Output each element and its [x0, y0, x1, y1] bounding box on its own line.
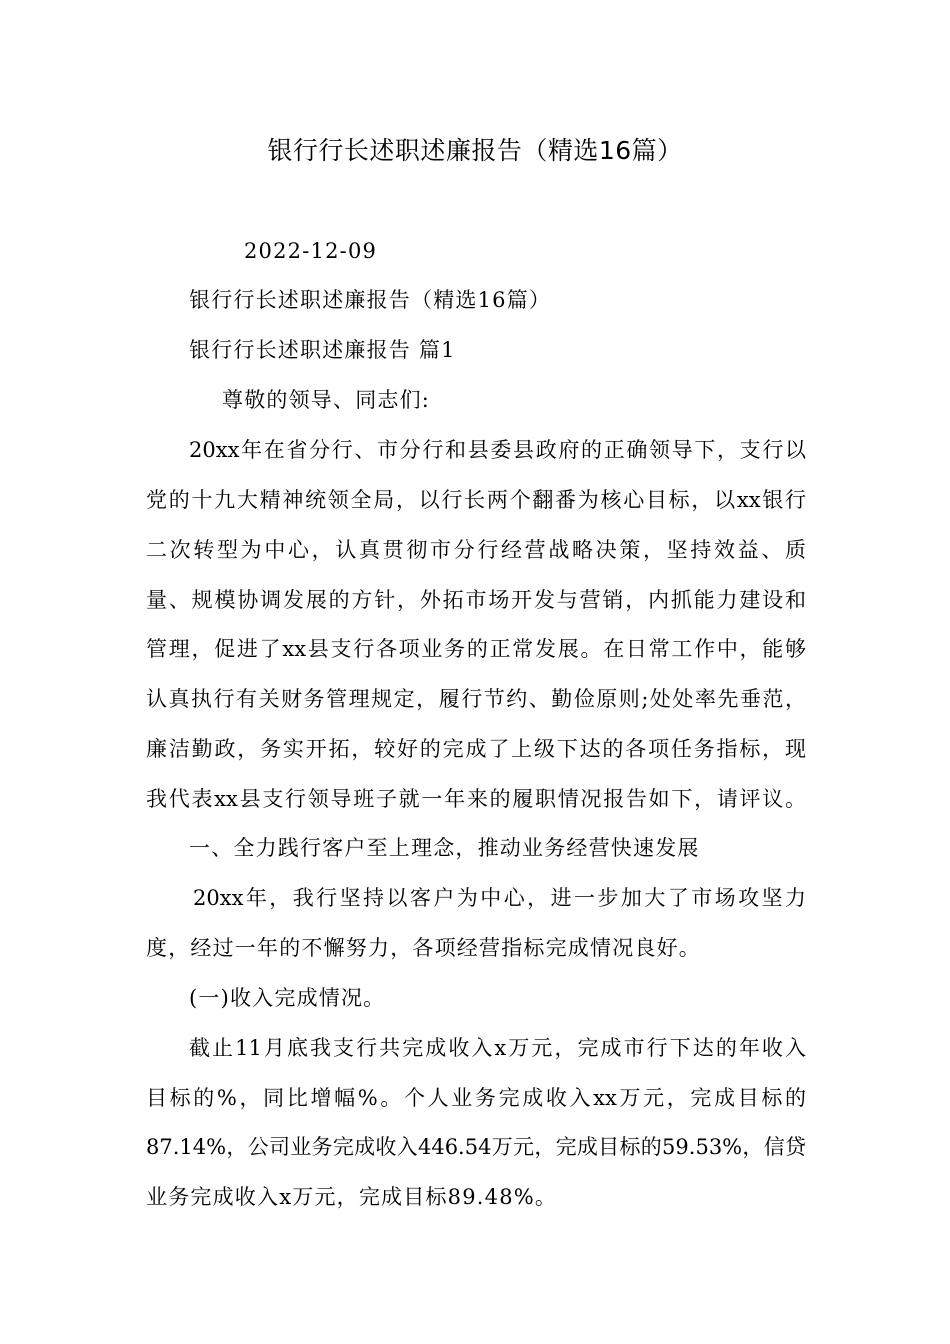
paragraph-line: 廉洁勤政，务实开拓，较好的完成了上级下达的各项任务指标，现	[146, 737, 806, 761]
document-date: 2022-12-09	[244, 239, 378, 263]
section-heading: 一、全力践行客户至上理念，推动业务经营快速发展	[189, 836, 700, 860]
paragraph-line: 业务完成收入x万元，完成目标89.48%。	[146, 1185, 558, 1209]
subsection-heading: (一)收入完成情况。	[189, 986, 386, 1010]
paragraph-line: 87.14%，公司业务完成收入446.54万元，完成目标的59.53%，信贷	[146, 1135, 806, 1159]
document-subtitle: 银行行长述职述廉报告（精选16篇）	[189, 288, 552, 312]
paragraph-line: 目标的%，同比增幅%。个人业务完成收入xx万元，完成目标的	[146, 1086, 806, 1110]
paragraph-line: 二次转型为中心，认真贯彻市分行经营战略决策，坚持效益、质	[146, 538, 806, 562]
paragraph-line: 20xx年，我行坚持以客户为中心，进一步加大了市场攻坚力	[193, 886, 806, 910]
paragraph-line: 20xx年在省分行、市分行和县委县政府的正确领导下，支行以	[189, 438, 806, 462]
paragraph-line: 管理，促进了xx县支行各项业务的正常发展。在日常工作中，能够	[146, 637, 806, 661]
paragraph-line: 党的十九大精神统领全局，以行长两个翻番为核心目标，以xx银行	[146, 488, 806, 512]
paragraph-line: 截止11月底我支行共完成收入x万元，完成市行下达的年收入	[189, 1036, 806, 1060]
paragraph-line: 认真执行有关财务管理规定，履行节约、勤俭原则;处处率先垂范，	[146, 687, 806, 711]
salutation: 尊敬的领导、同志们:	[222, 388, 431, 412]
document-title: 银行行长述职述廉报告（精选16篇）	[267, 136, 683, 165]
paragraph-line: 度，经过一年的不懈努力，各项经营指标完成情况良好。	[146, 936, 701, 960]
paragraph-line: 我代表xx县支行领导班子就一年来的履职情况报告如下，请评议。	[146, 787, 806, 811]
section-title: 银行行长述职述廉报告 篇1	[189, 338, 456, 362]
paragraph-line: 量、规模协调发展的方针，外拓市场开发与营销，内抓能力建设和	[146, 588, 806, 612]
